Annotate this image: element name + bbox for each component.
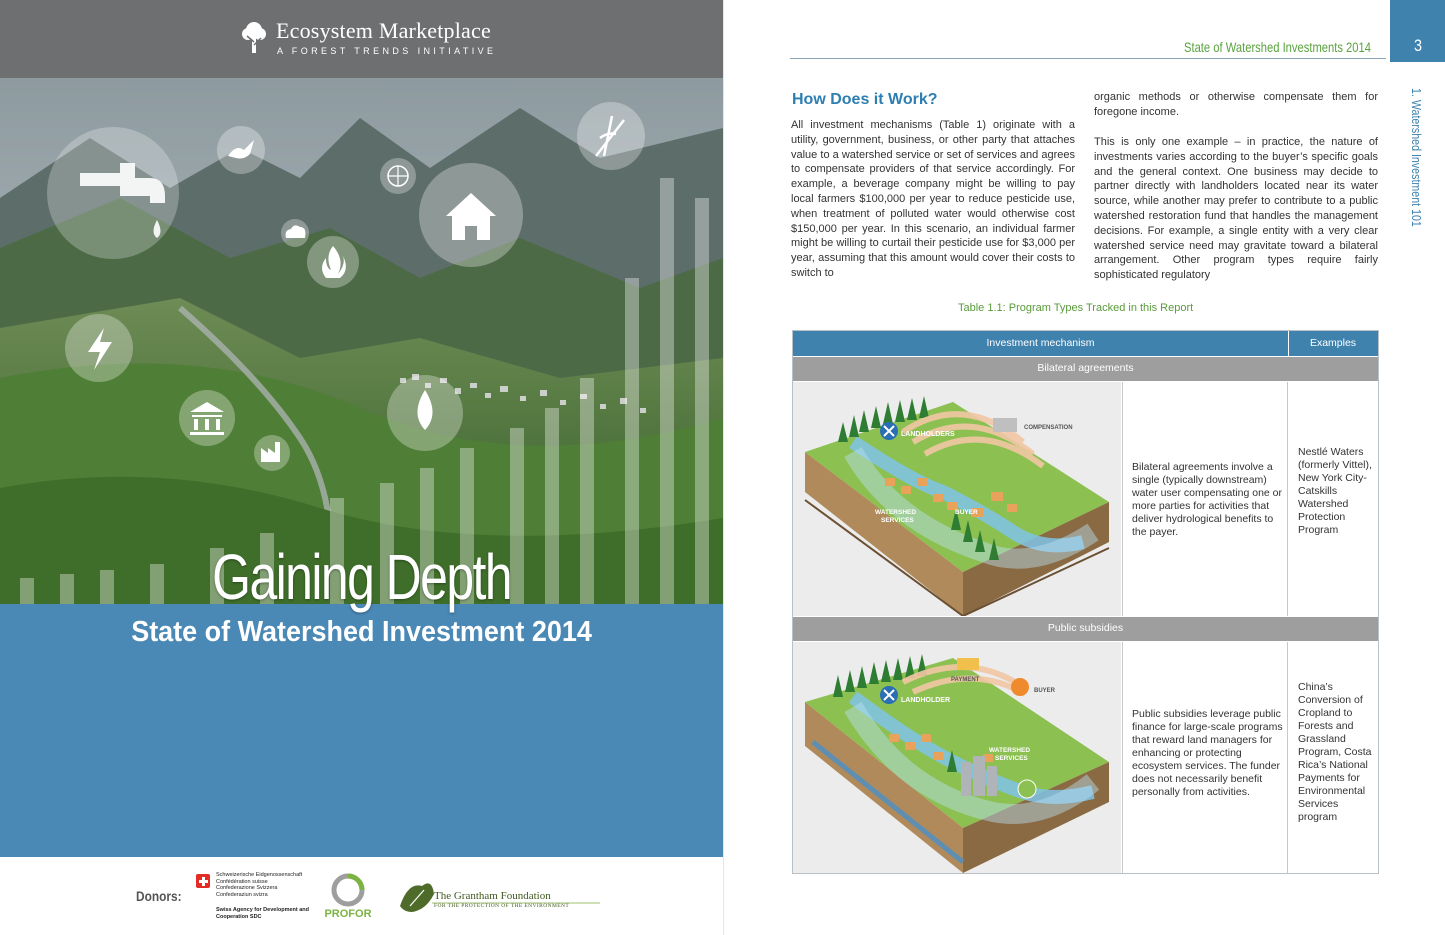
- sdc-line: Schweizerische Eidgenossenschaft: [216, 872, 303, 878]
- page-number: 3: [1413, 36, 1423, 55]
- diagram-label-payment: PAYMENT: [951, 677, 980, 683]
- subsidies-examples: China’s Conversion of Cropland to Forests and Grassland Program, Costa Rica’s National Payments for Environmental Services program: [1298, 681, 1372, 823]
- profor-name: PROFOR: [324, 908, 372, 920]
- cloud-icon: [281, 219, 309, 247]
- body-column-1: All investment mechanisms (Table 1) originate with a utility, government, business, or other party that attaches value to a watershed service or set of services and agrees to compensate providers of that service accordingly. For example, a beverage company might be willing to pay local farmers $100,000 per year to reduce pesticide use, when treatment of polluted water would otherwise cost $150,000 per year. In this scenario, an individual farmer might be willing to curtail their pesticide use for $3,000 per year, assuming that this amount would cover their costs to switch to: [791, 119, 1075, 279]
- lightning-icon: [65, 314, 133, 382]
- table-caption: Table 1.1: Program Types Tracked in this Report: [958, 302, 1194, 314]
- water-drop-icon: [387, 375, 463, 451]
- group-row-public-subsidies: [793, 617, 1378, 641]
- header-divider: [1288, 331, 1289, 356]
- bilateral-watershed-diagram: [793, 382, 1121, 616]
- brand-name: Ecosystem Marketplace: [276, 18, 491, 43]
- donors-label: Donors:: [136, 888, 182, 904]
- sdc-names: [216, 872, 302, 898]
- globe-icon: [380, 158, 416, 194]
- section-heading: How Does it Work?: [792, 91, 938, 108]
- group-label: Public subsidies: [1047, 622, 1124, 634]
- header-examples: Examples: [1309, 337, 1357, 349]
- body-column-2-para-1: organic methods or otherwise compensate them for foregone income.: [1094, 91, 1378, 118]
- group-label: Bilateral agreements: [1037, 362, 1134, 374]
- body-column-2-para-2: This is only one example – in practice, the nature of investments varies according to the buyer’s specific goals and the general context. One business may decide to partner directly with landholders located near its water source, while another may prefer to contribute to a public watershed restoration fund that handles the management decisions. For example, a single entity with a very clear watershed service need may gravitate toward a bilateral arrangement. Other program types require fairly sophisticated regulatory: [1094, 136, 1378, 282]
- diagram-label-services: SERVICES: [995, 755, 1028, 762]
- water-tap-icon: [47, 127, 179, 259]
- bilateral-description: Bilateral agreements involve a single (typically downstream) water user compensating one or more parties for activities that deliver hydrological benefits to the payer.: [1132, 461, 1282, 538]
- header-investment-mechanism: Investment mechanism: [986, 337, 1095, 349]
- cover-subtitle: State of Watershed Investment 2014: [131, 616, 592, 648]
- diagram-label-watershed: WATERSHED: [989, 747, 1031, 754]
- brand-tagline: A FOREST TRENDS INITIATIVE: [277, 46, 497, 56]
- diagram-label-watershed: WATERSHED: [875, 509, 917, 516]
- swiss-flag-icon: [196, 874, 210, 888]
- wheat-icon: [577, 102, 645, 170]
- bilateral-examples-cell: [1289, 382, 1378, 616]
- fire-icon: [307, 236, 359, 288]
- subsidies-description-cell: [1122, 642, 1288, 873]
- cover-title: Gaining Depth: [212, 541, 512, 613]
- sdc-line: Confédération suisse: [216, 878, 268, 885]
- program-types-table: [792, 330, 1379, 874]
- cover-photo-valley: [0, 78, 723, 605]
- bird-icon: [217, 126, 265, 174]
- house-icon: [419, 163, 523, 267]
- diagram-label-compensation: COMPENSATION: [1024, 425, 1073, 431]
- bilateral-examples: Nestlé Waters (formerly Vittel), New York City-Catskills Watershed Protection Program: [1298, 446, 1372, 536]
- bilateral-diagram-cell: [793, 382, 1121, 616]
- grantham-subtitle: FOR THE PROTECTION OF THE ENVIRONMENT: [434, 903, 570, 909]
- sdc-logo: [196, 872, 316, 924]
- header-rule: [790, 58, 1386, 59]
- diagram-label-buyer: BUYER: [955, 509, 978, 516]
- grantham-name: The Grantham Foundation: [434, 890, 551, 902]
- people-icon: [1018, 780, 1036, 798]
- diagram-label-landholders: LANDHOLDERS: [901, 431, 955, 438]
- bank-icon: [179, 390, 235, 446]
- public-subsidies-watershed-diagram: [793, 642, 1121, 873]
- tree-logo-icon: [239, 20, 269, 54]
- subsidies-diagram-cell: [793, 642, 1121, 873]
- sdc-agency: Swiss Agency for Development and Cooperation SDC: [216, 907, 310, 920]
- buyer-icon: [1011, 678, 1029, 696]
- diagram-label-buyer: BUYER: [1034, 688, 1056, 694]
- group-row-bilateral: [793, 357, 1378, 381]
- chapter-side-tab: 1. Watershed Investment 101: [1409, 88, 1424, 227]
- diagram-label-landholder: LANDHOLDER: [901, 697, 950, 704]
- sdc-line: Confederaziun svizra: [216, 891, 268, 898]
- factory-icon: [254, 435, 290, 471]
- subsidies-examples-cell: [1289, 642, 1378, 873]
- sdc-line: Confederazione Svizzera: [216, 885, 278, 891]
- diagram-label-services: SERVICES: [881, 517, 914, 524]
- subsidies-description: Public subsidies leverage public finance for large-scale programs that reward land managers for enhancing or protecting ecosystem services. The funder does not necessarily benefit personally from activities.: [1132, 708, 1283, 798]
- running-head: State of Watershed Investments 2014: [1184, 39, 1371, 55]
- report-page: [723, 0, 1445, 935]
- bilateral-description-cell: [1122, 382, 1288, 616]
